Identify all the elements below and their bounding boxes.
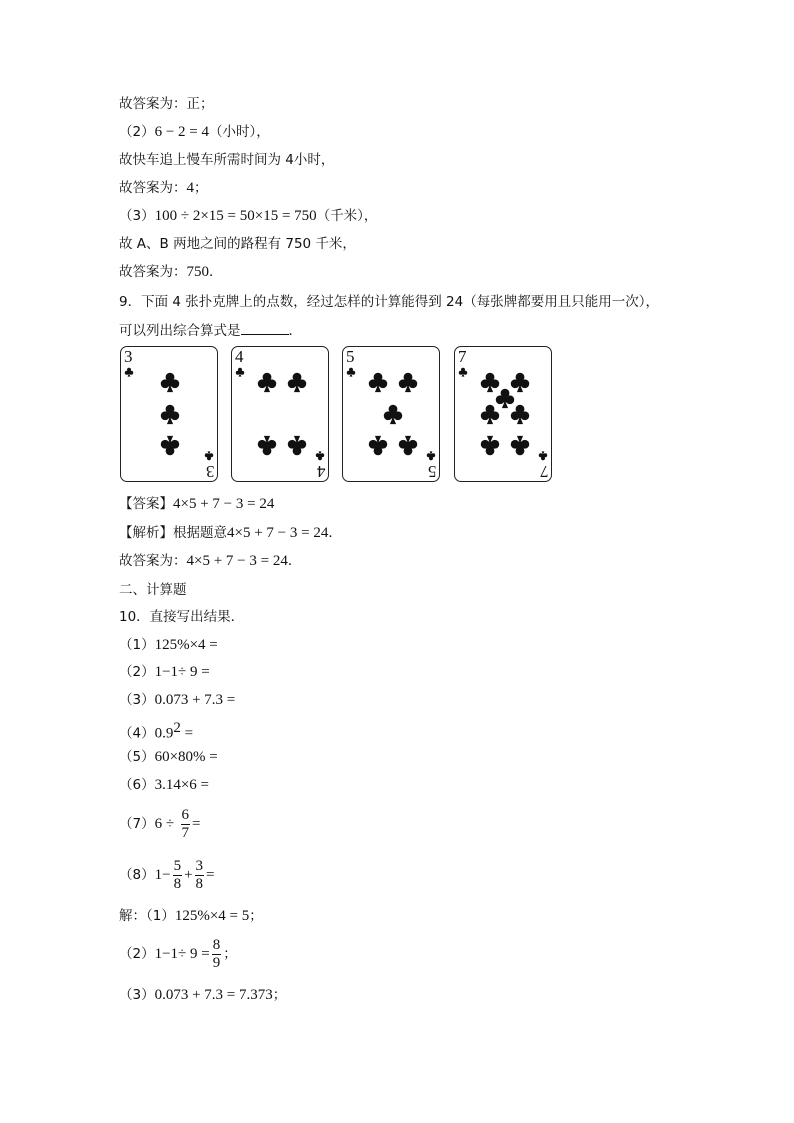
numerator: 5 xyxy=(173,857,182,874)
club-icon xyxy=(367,435,389,457)
section-title-calculation: 二、计算题 xyxy=(119,582,187,598)
math: 1−1÷ 9 = xyxy=(154,664,210,680)
problem-5 xyxy=(119,747,218,767)
label: （3） xyxy=(119,208,155,224)
club-icon xyxy=(479,403,501,425)
label: （2） xyxy=(119,664,155,680)
math: 100 ÷ 2×15 = 50×15 = 750 xyxy=(154,208,317,224)
math: 1−1÷ 9 = xyxy=(154,946,210,962)
question-9-text: 9．下面 4 张扑克牌上的点数，经过怎样的计算能得到 24（每张牌都要用且只能用一次）， xyxy=(119,294,659,310)
club-icon xyxy=(256,435,278,457)
problem-3 xyxy=(119,690,235,710)
exponent: 2 xyxy=(173,720,181,736)
fraction xyxy=(195,858,205,893)
denominator: 8 xyxy=(173,875,182,892)
line-part2 xyxy=(119,122,270,142)
club-icon xyxy=(256,371,278,393)
explanation-line xyxy=(119,523,342,543)
club-icon xyxy=(382,403,404,425)
math: 60×80% = xyxy=(154,749,218,765)
club-icon xyxy=(479,435,501,457)
denominator: 9 xyxy=(212,954,221,971)
label: （4） xyxy=(119,725,155,742)
end: ； xyxy=(223,946,237,962)
playing-card-5 xyxy=(342,346,440,482)
math: 125%×4 = 5 xyxy=(174,908,250,924)
club-icon xyxy=(204,451,214,461)
club-icon xyxy=(509,435,531,457)
label: 解：（1） xyxy=(119,908,175,924)
math: 3.14×6 = xyxy=(154,777,210,793)
club-icon xyxy=(159,371,181,393)
math: 0.073 + 7.3 = 7.373 xyxy=(154,987,273,1003)
problem-2 xyxy=(119,662,210,682)
club-icon xyxy=(367,371,389,393)
final-answer-line xyxy=(119,551,301,571)
line-answer-4 xyxy=(119,178,208,198)
card-rank: 7 xyxy=(539,462,548,481)
unit: （千米）， xyxy=(316,208,378,224)
club-icon xyxy=(286,371,308,393)
solution-1 xyxy=(119,906,263,926)
end: ； xyxy=(249,908,263,924)
label: （7） xyxy=(119,816,155,832)
card-rank: 7 xyxy=(458,347,467,366)
label: （5） xyxy=(119,749,155,765)
explanation-label: 【解析】根据题意 xyxy=(119,525,227,541)
math: 750 xyxy=(186,264,209,280)
fraction xyxy=(181,807,191,842)
line-answer-positive: 故答案为：正； xyxy=(119,96,214,112)
end: ． xyxy=(288,323,302,339)
numerator: 8 xyxy=(212,936,221,953)
playing-card-7 xyxy=(454,346,552,482)
card-rank: 5 xyxy=(427,462,436,481)
end: ． xyxy=(328,525,342,541)
line-catchup-time: 故快车追上慢车所需时间为 4小时， xyxy=(119,152,335,168)
math: 125%×4 = xyxy=(154,637,218,653)
club-icon xyxy=(159,435,181,457)
label: （6） xyxy=(119,777,155,793)
label: （8） xyxy=(119,867,155,883)
end: ； xyxy=(272,987,287,1003)
numerator: 6 xyxy=(181,806,190,823)
math: 0.9 xyxy=(154,725,174,742)
final-expression: 4×5 + 7 − 3 = 24 xyxy=(186,553,288,569)
card-rank: 3 xyxy=(124,347,133,366)
label: （3） xyxy=(119,987,155,1003)
label: （3） xyxy=(119,692,155,708)
fraction xyxy=(212,937,222,972)
unit: （小时）， xyxy=(209,124,270,140)
equals: = xyxy=(206,867,215,883)
line-answer-750 xyxy=(119,262,223,282)
fraction xyxy=(173,858,183,893)
problem-6 xyxy=(119,775,209,795)
question-9-prompt xyxy=(119,320,302,341)
answer-blank xyxy=(241,320,289,335)
club-icon xyxy=(426,451,436,461)
problem-7 xyxy=(119,806,201,842)
card-rank: 4 xyxy=(235,347,244,366)
answer-label: 【答案】 xyxy=(119,496,173,512)
end: ； xyxy=(194,180,208,196)
answer-expression: 4×5 + 7 − 3 = 24 xyxy=(173,496,275,512)
club-icon xyxy=(538,451,548,461)
problem-1 xyxy=(119,635,218,655)
club-icon xyxy=(159,403,181,425)
equals: = xyxy=(180,725,194,742)
problem-8 xyxy=(119,857,215,893)
denominator: 8 xyxy=(195,875,204,892)
club-icon xyxy=(235,367,245,377)
final-label: 故答案为： xyxy=(119,553,187,569)
label: （2） xyxy=(119,946,155,962)
card-rank: 4 xyxy=(316,462,325,481)
label: 故答案为： xyxy=(119,264,187,280)
card-rank: 3 xyxy=(205,462,214,481)
club-icon xyxy=(286,435,308,457)
solution-2 xyxy=(119,936,237,972)
question-10-title: 10．直接写出结果． xyxy=(119,609,245,625)
label: （2） xyxy=(119,124,155,140)
club-icon xyxy=(346,367,356,377)
prompt: 可以列出综合算式是 xyxy=(119,323,241,339)
denominator: 7 xyxy=(181,824,190,841)
label: 故答案为： xyxy=(119,180,187,196)
math: 6 ÷ xyxy=(154,816,175,832)
club-icon xyxy=(397,371,419,393)
explanation-expression: 4×5 + 7 − 3 = 24 xyxy=(227,525,329,541)
club-icon xyxy=(315,451,325,461)
math: 0.073 + 7.3 = xyxy=(154,692,236,708)
club-icon xyxy=(397,435,419,457)
math: 4 xyxy=(186,180,194,196)
label: （1） xyxy=(119,637,155,653)
playing-card-4 xyxy=(231,346,329,482)
end: ． xyxy=(287,553,302,569)
numerator: 3 xyxy=(195,857,204,874)
card-rank: 5 xyxy=(346,347,355,366)
club-icon xyxy=(124,367,134,377)
line-distance: 故 A、B 两地之间的路程有 750 千米， xyxy=(119,236,356,252)
solution-3 xyxy=(119,985,286,1005)
equals: = xyxy=(192,816,201,832)
math: 6 − 2 = 4 xyxy=(154,124,210,140)
line-part3 xyxy=(119,206,377,226)
problem-4 xyxy=(119,718,193,744)
end: ． xyxy=(209,264,223,280)
playing-card-3 xyxy=(120,346,218,482)
plus: + xyxy=(184,867,193,883)
club-icon xyxy=(458,367,468,377)
math: 1− xyxy=(154,867,171,883)
club-icon xyxy=(509,403,531,425)
answer-line xyxy=(119,494,274,514)
